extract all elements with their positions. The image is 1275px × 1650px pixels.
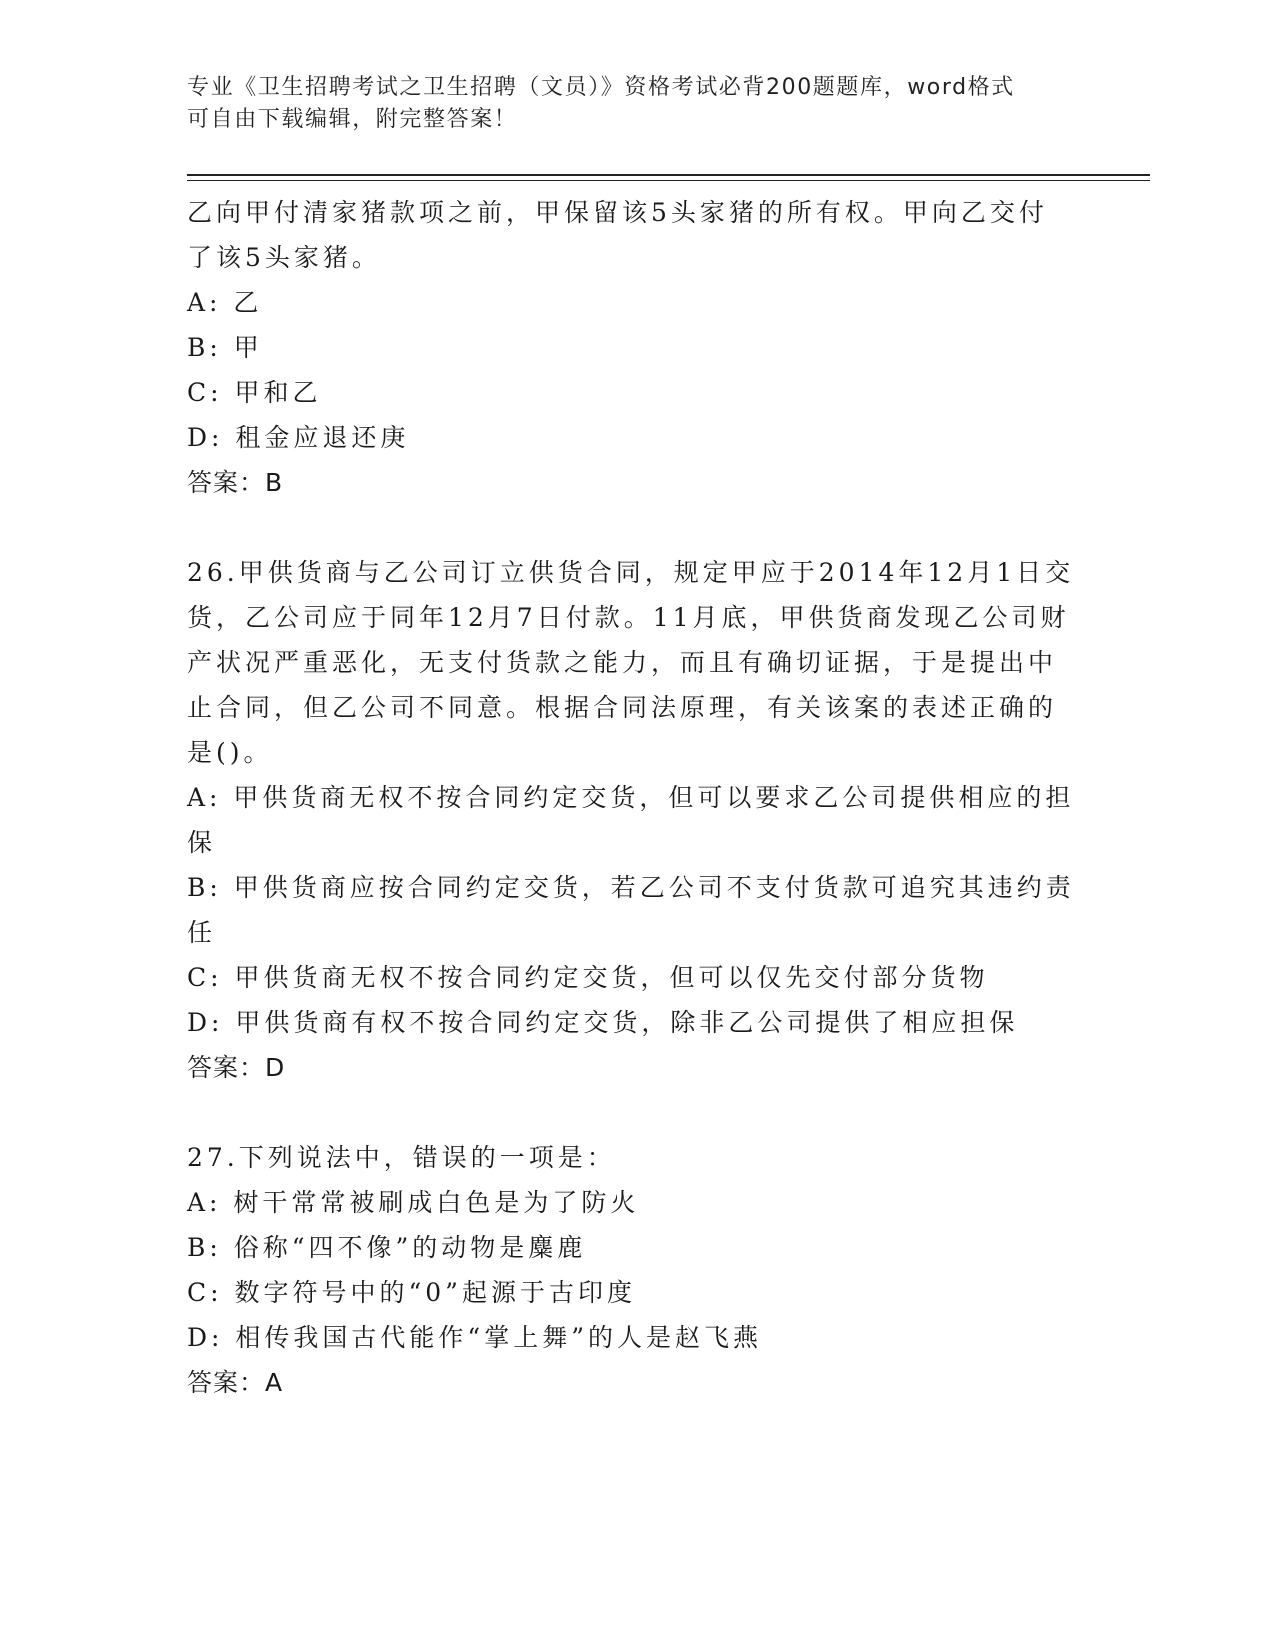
answer-line: 答案：D [187,1053,286,1082]
question-content [187,190,1075,1405]
header-divider [187,174,1150,176]
option-c: C: 甲供货商无权不按合同约定交货，但可以仅先交付部分货物 [187,963,989,992]
question-spacer [187,1090,1067,1135]
document-header [187,72,1087,136]
option-d: D: 相传我国古代能作“掌上舞”的人是赵飞燕 [187,1323,762,1352]
option-c: C: 数字符号中的“0”起源于古印度 [187,1278,636,1307]
option-a: A: 树干常常被刷成白色是为了防火 [187,1188,640,1217]
question-text-line: 货，乙公司应于同年12月7日付款。11月底，甲供货商发现乙公司财 [187,603,1070,632]
question-text-line: 产状况严重恶化，无支付货款之能力，而且有确切证据，于是提出中 [187,648,1058,677]
header-divider-thin [187,180,1150,181]
option-b-wrap: 任 [187,918,217,947]
option-d: D: 甲供货商有权不按合同约定交货，除非乙公司提供了相应担保 [187,1008,1019,1037]
option-a-wrap: 保 [187,828,217,857]
header-line-1: 专业《卫生招聘考试之卫生招聘（文员）》资格考试必背200题题库，word格式 [187,75,1015,100]
option-c: C: 甲和乙 [187,378,322,407]
option-a: A: 甲供货商无权不按合同约定交货，但可以要求乙公司提供相应的担 [187,783,1075,812]
question-26 [187,550,1075,1090]
option-b: B: 俗称“四不像”的动物是麋鹿 [187,1233,587,1262]
question-27 [187,1135,1067,1405]
option-a: A: 乙 [187,288,263,317]
question-text-line: 乙向甲付清家猪款项之前，甲保留该5头家猪的所有权。甲向乙交付 [187,198,1048,227]
option-b: B: 甲 [187,333,263,362]
option-d: D: 租金应退还庚 [187,423,410,452]
question-text-line: 27.下列说法中，错误的一项是： [187,1143,616,1172]
header-line-2: 可自由下载编辑，附完整答案！ [187,107,518,132]
question-25-continuation [187,190,1067,505]
answer-line: 答案：A [187,1368,284,1397]
question-spacer [187,505,1067,550]
question-text-line: 26.甲供货商与乙公司订立供货合同，规定甲应于2014年12月1日交 [187,558,1075,587]
answer-line: 答案：B [187,468,284,497]
option-b: B: 甲供货商应按合同约定交货，若乙公司不支付货款可追究其违约责 [187,873,1075,902]
question-text-line: 是()。 [187,738,273,767]
question-text-line: 止合同，但乙公司不同意。根据合同法原理，有关该案的表述正确的 [187,693,1058,722]
question-text-line: 了该5头家猪。 [187,243,381,272]
